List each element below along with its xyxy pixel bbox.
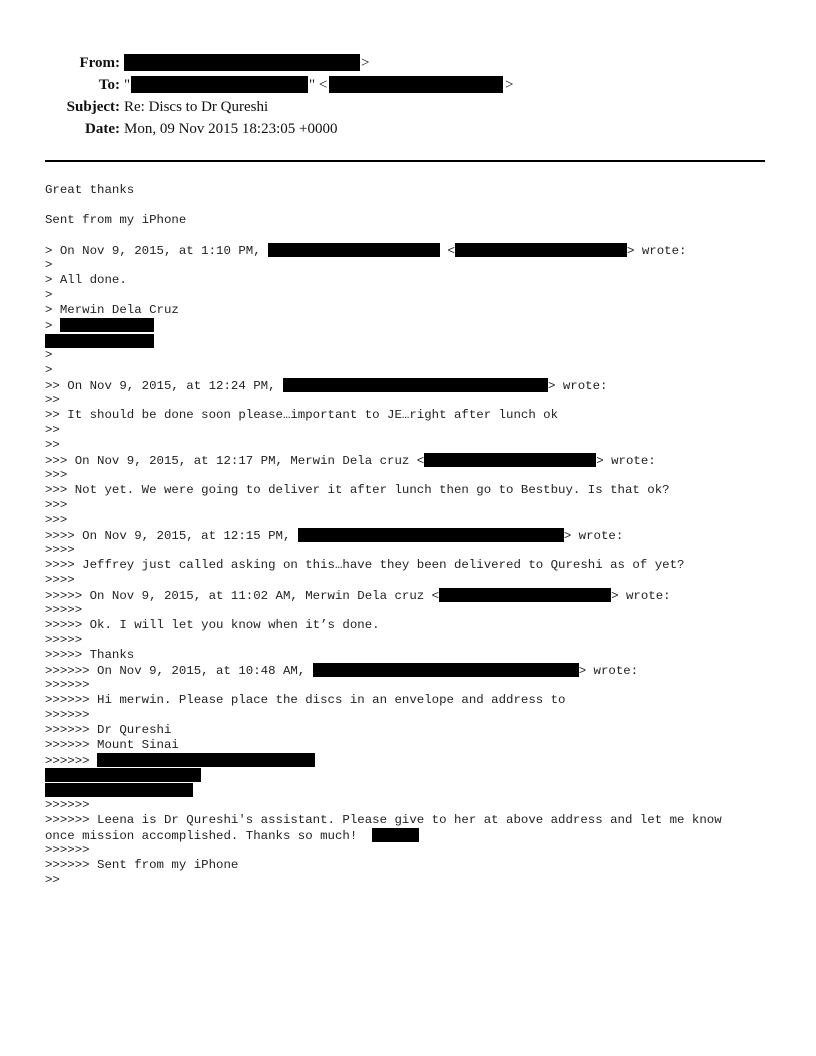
line-text: >>>>> On Nov 9, 2015, at 11:02 AM, Merwin Dela cruz < — [45, 589, 440, 603]
body-line: >> — [45, 423, 60, 437]
redaction-bar — [455, 243, 627, 257]
body-line: > — [45, 258, 53, 272]
line-text: > wrote: — [547, 379, 608, 393]
angle-bracket-close: > — [361, 55, 370, 71]
quoted-header-line — [45, 528, 623, 544]
body-line: >>>>> — [45, 633, 83, 647]
body-line: Sent from my iPhone — [45, 213, 187, 227]
body-line: >>>>>> Sent from my iPhone — [45, 858, 239, 872]
body-line: > All done. — [45, 273, 127, 287]
subject-label: Subject: — [66, 99, 120, 115]
line-text: < — [440, 244, 455, 258]
header-divider — [45, 160, 765, 162]
from-label: From: — [79, 55, 120, 71]
redaction-bar — [45, 334, 154, 348]
quoted-header-line — [45, 243, 686, 259]
body-line: >>>>>> Leena is Dr Qureshi's assistant. Please give to her at above address and let me know — [45, 813, 722, 827]
line-text: > On Nov 9, 2015, at 1:10 PM, — [45, 244, 269, 258]
quoted-header-line — [45, 588, 671, 604]
line-text: > wrote: — [626, 244, 687, 258]
body-line: >>>>>> — [45, 708, 90, 722]
body-line: > — [45, 348, 53, 362]
body-line: >>> — [45, 513, 68, 527]
line-text: >>>>>> — [45, 754, 98, 768]
body-line: >>>>> — [45, 603, 83, 617]
body-line: >>>>>> Dr Qureshi — [45, 723, 172, 737]
quoted-header-line — [45, 378, 607, 394]
body-line — [45, 753, 315, 769]
line-text: > wrote: — [563, 529, 624, 543]
quoted-header-line — [45, 663, 638, 679]
body-line: >>>>> Thanks — [45, 648, 135, 662]
body-line: >>>>>> — [45, 843, 90, 857]
redaction-bar — [124, 54, 360, 71]
redaction-bar — [298, 528, 564, 542]
body-line: >> — [45, 393, 60, 407]
body-line: >>>> Jeffrey just called asking on this…have they been delivered to Qureshi as of yet? — [45, 558, 685, 572]
body-line: >> — [45, 438, 60, 452]
body-line — [45, 828, 419, 844]
redaction-bar — [283, 378, 548, 392]
body-line: >>> Not yet. We were going to deliver it after lunch then go to Bestbuy. Is that ok? — [45, 483, 670, 497]
redaction-bar — [60, 318, 154, 332]
body-line: >>>> — [45, 573, 75, 587]
body-line: > — [45, 288, 53, 302]
redaction-bar — [424, 453, 596, 467]
body-line: >> It should be done soon please…important to JE…right after lunch ok — [45, 408, 559, 422]
redaction-bar — [372, 828, 419, 842]
quote-open: " — [124, 77, 131, 93]
redaction-bar — [131, 76, 308, 93]
body-line: >>> — [45, 498, 68, 512]
quoted-header-line — [45, 453, 656, 469]
line-text: > wrote: — [578, 664, 639, 678]
redaction-bar — [45, 783, 193, 797]
quote-close-angle-open: " < — [309, 77, 328, 93]
line-text: > — [45, 319, 60, 333]
body-line: >>>>>> — [45, 678, 90, 692]
body-line: >>>>>> — [45, 798, 90, 812]
redaction-bar — [45, 768, 201, 782]
redaction-bar — [329, 76, 503, 93]
body-line: > — [45, 363, 53, 377]
line-text: >>> On Nov 9, 2015, at 12:17 PM, Merwin Dela cruz < — [45, 454, 425, 468]
date-value: Mon, 09 Nov 2015 18:23:05 +0000 — [124, 121, 338, 137]
redaction-bar — [313, 663, 579, 677]
to-label: To: — [98, 77, 120, 93]
redaction-bar — [439, 588, 611, 602]
redaction-bar — [97, 753, 315, 767]
body-line — [45, 318, 154, 334]
body-line: >>>>>> Mount Sinai — [45, 738, 179, 752]
date-label: Date: — [85, 121, 120, 137]
body-line: >>>>>> Hi merwin. Please place the discs in an envelope and address to — [45, 693, 566, 707]
body-line: >>>>> Ok. I will let you know when it’s done. — [45, 618, 380, 632]
subject-value: Re: Discs to Dr Qureshi — [124, 99, 269, 115]
body-line: Great thanks — [45, 183, 135, 197]
line-text: >> On Nov 9, 2015, at 12:24 PM, — [45, 379, 283, 393]
body-line: >> — [45, 873, 60, 887]
line-text: > wrote: — [596, 454, 656, 468]
body-line: >>> — [45, 468, 68, 482]
line-text: > wrote: — [611, 589, 671, 603]
body-line: > Merwin Dela Cruz — [45, 303, 179, 317]
redaction-bar — [268, 243, 440, 257]
line-text: >>>> On Nov 9, 2015, at 12:15 PM, — [45, 529, 298, 543]
line-text: once mission accomplished. Thanks so much! — [45, 829, 373, 843]
line-text: >>>>>> On Nov 9, 2015, at 10:48 AM, — [45, 664, 313, 678]
angle-bracket-close: > — [505, 77, 514, 93]
body-line: >>>> — [45, 543, 75, 557]
